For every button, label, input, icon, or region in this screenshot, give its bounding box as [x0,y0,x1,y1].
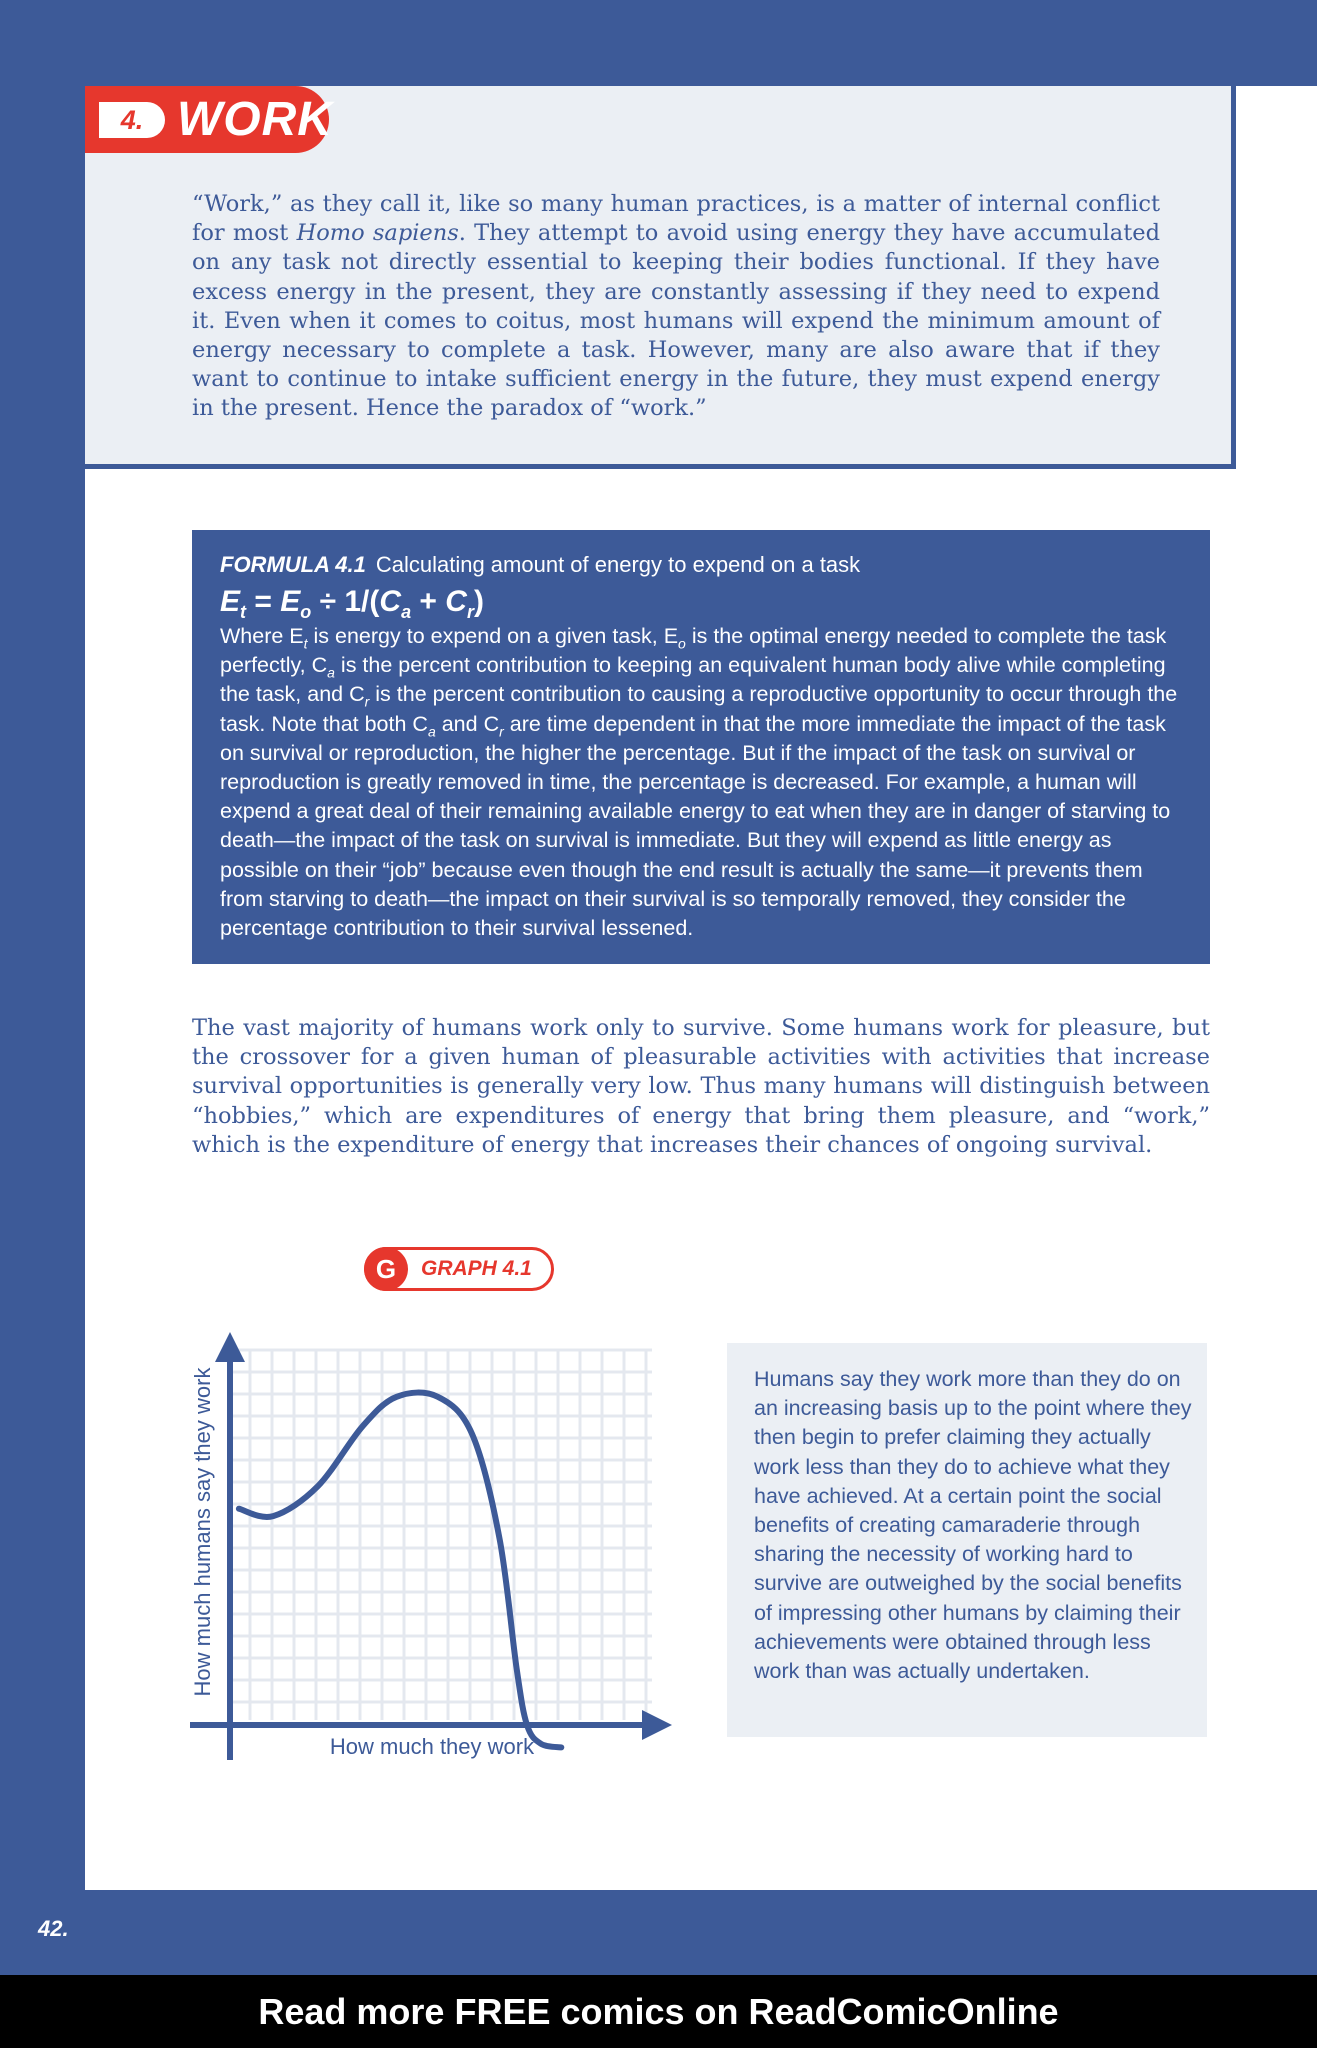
formula-equation: $E_t = E_o \div 1/(C_a + C_r)$ [220,585,484,622]
x-axis-label: How much they work [329,1734,535,1759]
chapter-tab [85,86,333,153]
footer-text[interactable]: Read more FREE comics on ReadComicOnline [258,1991,1059,2032]
graph-grid [232,1350,652,1720]
y-axis-label: How much humans say they work [190,1367,215,1697]
formula-heading [220,552,860,578]
graph-chart [170,1320,680,1770]
graph-badge [364,1247,554,1291]
formula-label: FORMULA 4.1 [220,552,366,577]
body-paragraph: The vast majority of humans work only to survive. Some humans work for pleasure, but the crossover for a given human of pleasurable activities with activities that increase survival opportunities is generally very low. Thus many humans will distinguish between “hobbies,” which are expenditures of energy that bring them pleasure, and “work,” which is the expenditure of energy that increases their chances of ongoing survival. [192,1015,1210,1158]
intro-paragraph: “Work,” as they call it, like so many human practices, is a matter of internal conflict for most Homo sapiens. They attempt to avoid using energy they have accumulated on any task not directly essential to keeping their bodies functional. If they have excess energy in the present, they are constantly assessing if they need to expend it. Even when it comes to coitus, most humans will expend the minimum amount of energy necessary to complete a task. However, many are also aware that if they want to continue to intake sufficient energy in the future, they must expend energy in the present. Hence the paradox of “work.” [192,191,1160,422]
formula-caption: Calculating amount of energy to expend on a task [375,552,861,577]
x-axis-arrow-icon [642,1710,672,1740]
chapter-title: WORK [177,93,333,146]
footer-banner [0,1975,1317,2048]
formula-explanation: Where $E_t$ is energy to expend on a given task, $E_o$ is the optimal energy needed to complete the task perfectly, $C_a$ is the percent contribution to keeping an equivalent human body alive while completing the task, and $C_r$ is the percent contribution to causing a reproductive opportunity to occur through the task. Note that both $C_a$ and $C_r$ are time dependent in that the more immediate the impact of the task on survival or reproduction, the higher the percentage. But if the impact of the task on survival or reproduction is greatly removed in time, the percentage is decreased. For example, a human will expend a great deal of their remaining available energy to eat when they are in danger of starving to death—the impact of the task on survival is immediate. But they will expend as little energy as possible on their “job” because even though the end result is actually the same—it prevents them from starving to death—the impact on their survival is so temporally removed, they consider the percentage contribution to their survival lessened. [220,624,1178,941]
graph-g-icon: G [364,1247,408,1291]
chapter-number: 4. [99,102,165,138]
y-axis [215,1332,245,1760]
formula-box [192,530,1210,964]
graph-note [727,1343,1207,1737]
y-axis-arrow-icon [215,1332,245,1362]
graph-title: GRAPH 4.1 [421,1257,532,1280]
graph-note-text: Humans say they work more than they do on an increasing basis up to the point where they then begin to prefer claiming they actually work less than they do to achieve what they have achieved. At a certain point the social benefits of creating camaraderie through sharing the necessity of working hard to survive are outweighed by the social benefits of impressing other humans by claiming their achievements were obtained through less work than was actually undertaken. [754,1367,1192,1684]
page-number: 42. [38,1916,69,1941]
